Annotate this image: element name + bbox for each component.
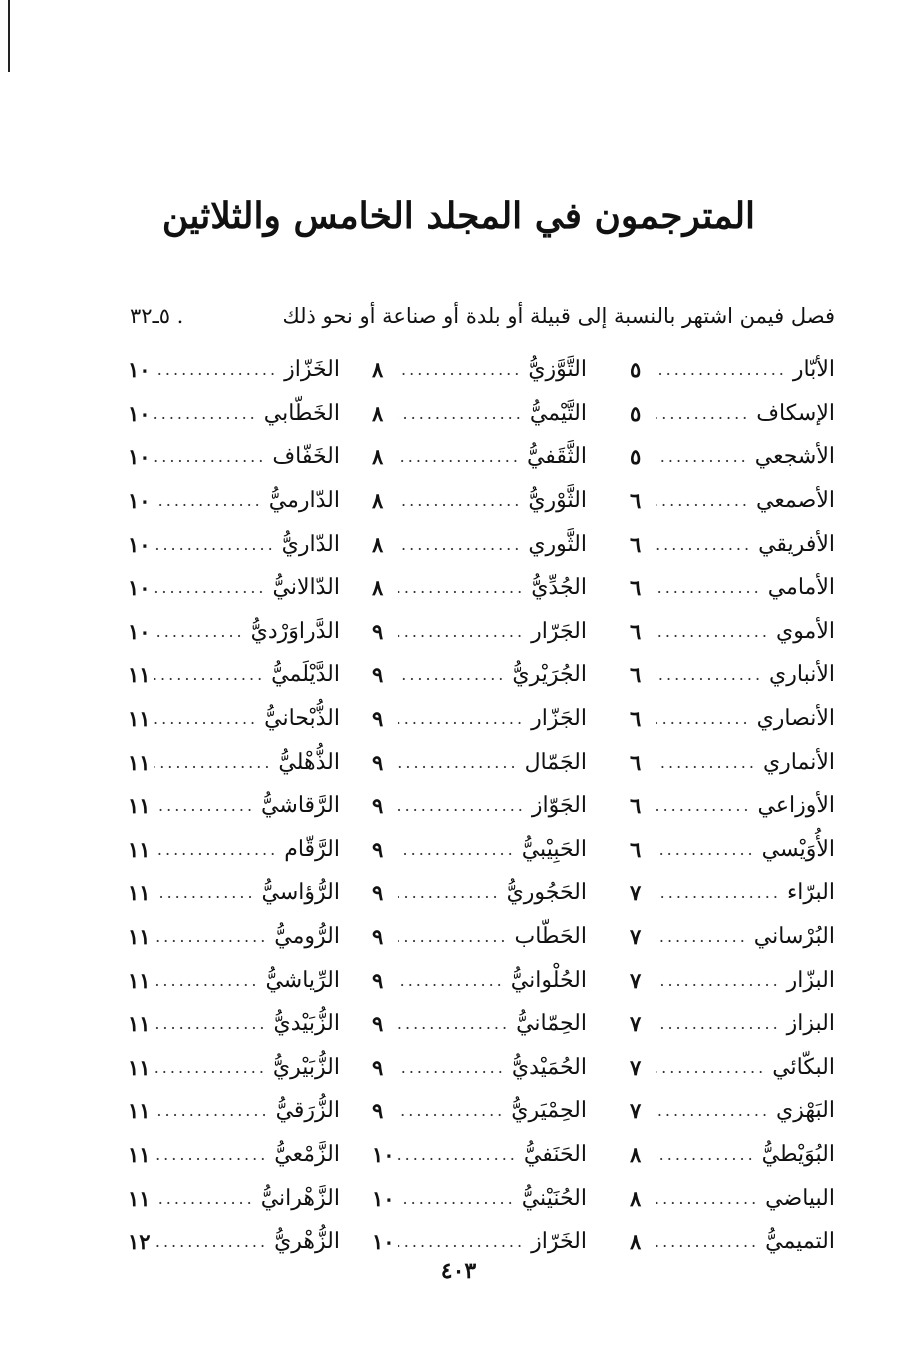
entry-name: الحُلْوانيُّ bbox=[510, 967, 587, 993]
entry-name: الثَّقَفيُّ bbox=[526, 444, 587, 470]
entry-name: الرُّؤاسيُّ bbox=[261, 880, 340, 906]
index-entry bbox=[372, 915, 587, 959]
dot-leader bbox=[656, 971, 787, 990]
entry-name: الدّارميُّ bbox=[268, 488, 340, 514]
entry-name: الزَّهْرانيُّ bbox=[260, 1185, 340, 1211]
entry-page-number: ٦ bbox=[630, 662, 642, 688]
entry-name: البَهْزي bbox=[776, 1098, 835, 1124]
index-entry bbox=[630, 784, 835, 828]
index-entry bbox=[128, 871, 340, 915]
entry-page-number: ٧ bbox=[630, 1011, 642, 1037]
index-entry bbox=[128, 435, 340, 479]
index-column-right bbox=[630, 348, 835, 1263]
dot-leader bbox=[656, 709, 757, 728]
entry-name: التَّوَّزيُّ bbox=[528, 357, 587, 383]
entry-page-number: ١٢ bbox=[128, 1229, 151, 1255]
dot-leader bbox=[398, 404, 530, 423]
dot-leader bbox=[656, 1232, 765, 1251]
dot-leader bbox=[154, 927, 274, 946]
entry-page-number: ١٠ bbox=[372, 1185, 395, 1211]
index-entry bbox=[630, 1046, 835, 1090]
index-entry bbox=[630, 348, 835, 392]
entry-page-number: ٦ bbox=[630, 749, 642, 775]
index-entry bbox=[372, 1046, 587, 1090]
dot-leader bbox=[656, 622, 776, 641]
index-entry bbox=[630, 653, 835, 697]
entry-name: الرَّقاشيُّ bbox=[261, 793, 340, 819]
page-number: ٤٠٣ bbox=[440, 1258, 477, 1284]
index-entry bbox=[372, 871, 587, 915]
index-entry bbox=[128, 610, 340, 654]
index-entry bbox=[128, 784, 340, 828]
index-entry bbox=[372, 348, 587, 392]
entry-page-number: ٦ bbox=[630, 618, 642, 644]
entry-page-number: ٩ bbox=[372, 793, 384, 819]
index-entry bbox=[128, 653, 340, 697]
index-entry bbox=[372, 479, 587, 523]
entry-name: الخَطّابي bbox=[263, 400, 340, 426]
dot-leader bbox=[398, 360, 528, 379]
dot-leader bbox=[398, 491, 528, 510]
entry-page-number: ١١ bbox=[128, 1054, 151, 1080]
dot-leader bbox=[656, 1014, 787, 1033]
entry-page-number: ٨ bbox=[372, 400, 384, 426]
entry-page-number: ٦ bbox=[630, 706, 642, 732]
dot-leader bbox=[398, 709, 531, 728]
entry-page-number: ٨ bbox=[630, 1185, 642, 1211]
entry-page-number: ٦ bbox=[630, 531, 642, 557]
entry-name: الثَّوري bbox=[528, 531, 587, 557]
entry-page-number: ٥ bbox=[630, 400, 642, 426]
entry-page-number: ١١ bbox=[128, 706, 151, 732]
entry-name: الزُّبَيْديُّ bbox=[273, 1011, 340, 1037]
index-entry bbox=[128, 1220, 340, 1264]
entry-name: الرَّقّام bbox=[284, 836, 340, 862]
dot-leader bbox=[656, 1189, 765, 1208]
index-entry bbox=[372, 392, 587, 436]
entry-name: الذُّبْحانيُّ bbox=[264, 706, 340, 732]
entry-name: الخَزّاز bbox=[284, 357, 340, 383]
entry-page-number: ٩ bbox=[372, 1098, 384, 1124]
index-entry bbox=[630, 697, 835, 741]
index-entry bbox=[630, 1133, 835, 1177]
dot-leader bbox=[398, 753, 525, 772]
entry-page-number: ١١ bbox=[128, 967, 151, 993]
section-heading bbox=[130, 304, 835, 328]
dot-leader bbox=[398, 1058, 512, 1077]
index-entry bbox=[630, 828, 835, 872]
entry-name: الحُمَيْديُّ bbox=[511, 1054, 587, 1080]
entry-name: الثَّوْريُّ bbox=[528, 488, 587, 514]
dot-leader bbox=[154, 535, 282, 554]
index-entry bbox=[128, 958, 340, 1002]
dot-leader bbox=[154, 1145, 274, 1164]
index-entry bbox=[372, 1176, 587, 1220]
index-entry bbox=[128, 1046, 340, 1090]
entry-name: الأنصاري bbox=[756, 706, 835, 732]
dot-leader bbox=[398, 927, 515, 946]
entry-name: الدَّراوَرْديُّ bbox=[250, 618, 340, 644]
entry-page-number: ١١ bbox=[128, 662, 151, 688]
entry-name: الجَمّال bbox=[524, 749, 587, 775]
entry-page-number: ١٠ bbox=[372, 1229, 395, 1255]
dot-leader bbox=[398, 578, 531, 597]
entry-name: الحِمّانيُّ bbox=[516, 1011, 587, 1037]
entry-name: البُرْساني bbox=[753, 924, 835, 950]
index-entry bbox=[128, 392, 340, 436]
entry-page-number: ١١ bbox=[128, 1098, 151, 1124]
entry-page-number: ٦ bbox=[630, 488, 642, 514]
entry-page-number: ٩ bbox=[372, 836, 384, 862]
entry-name: الإسكاف bbox=[756, 400, 835, 426]
entry-page-number: ٧ bbox=[630, 1054, 642, 1080]
dot-leader bbox=[656, 883, 787, 902]
entry-name: الأبّار bbox=[792, 357, 835, 383]
entry-page-number: ٨ bbox=[372, 444, 384, 470]
entry-name: الأنماري bbox=[762, 749, 835, 775]
index-column-left bbox=[128, 348, 340, 1263]
entry-name: الجُدِّيُّ bbox=[531, 575, 587, 601]
index-entry bbox=[372, 1220, 587, 1264]
index-entry bbox=[372, 958, 587, 1002]
dot-leader bbox=[656, 796, 758, 815]
dot-leader bbox=[656, 840, 762, 859]
entry-page-number: ١١ bbox=[128, 793, 151, 819]
dot-leader bbox=[398, 1101, 511, 1120]
page-title: المترجمون في المجلد الخامس والثلاثين bbox=[161, 195, 756, 237]
entry-page-number: ١١ bbox=[128, 880, 151, 906]
entry-name: الأوزاعي bbox=[757, 793, 835, 819]
entry-name: الجَوّاز bbox=[531, 793, 587, 819]
index-entry bbox=[630, 522, 835, 566]
entry-name: البكّائي bbox=[772, 1054, 835, 1080]
index-entry bbox=[372, 1089, 587, 1133]
index-entry bbox=[630, 1176, 835, 1220]
entry-page-number: ١٠ bbox=[128, 444, 151, 470]
dot-leader bbox=[154, 491, 269, 510]
entry-page-number: ٨ bbox=[630, 1141, 642, 1167]
entry-page-number: ٧ bbox=[630, 880, 642, 906]
index-entry bbox=[630, 1220, 835, 1264]
entry-page-number: ٧ bbox=[630, 967, 642, 993]
entry-name: الجَرّار bbox=[531, 618, 587, 644]
entry-name: التميميُّ bbox=[765, 1229, 835, 1255]
entry-name: الرِّياشيُّ bbox=[265, 967, 340, 993]
dot-leader bbox=[398, 883, 507, 902]
entry-page-number: ٨ bbox=[372, 531, 384, 557]
entry-page-number: ٩ bbox=[372, 924, 384, 950]
entry-name: الأشجعي bbox=[754, 444, 835, 470]
entry-page-number: ٦ bbox=[630, 575, 642, 601]
dot-leader bbox=[656, 535, 758, 554]
dot-leader bbox=[154, 1014, 274, 1033]
dot-leader bbox=[656, 1145, 762, 1164]
dot-leader bbox=[656, 665, 769, 684]
entry-page-number: ٨ bbox=[372, 488, 384, 514]
entry-page-number: ١٠ bbox=[372, 1141, 395, 1167]
dot-leader bbox=[154, 1232, 274, 1251]
entry-name: الزُّهْريُّ bbox=[274, 1229, 340, 1255]
index-entry bbox=[128, 1133, 340, 1177]
index-entry bbox=[630, 958, 835, 1002]
dot-leader bbox=[154, 1189, 261, 1208]
dot-leader bbox=[656, 927, 754, 946]
entry-page-number: ١٠ bbox=[128, 400, 151, 426]
entry-name: الأنباري bbox=[769, 662, 835, 688]
entry-page-number: ٩ bbox=[372, 880, 384, 906]
dot-leader bbox=[154, 709, 264, 728]
index-entry bbox=[630, 392, 835, 436]
entry-name: التَّيْميُّ bbox=[529, 400, 587, 426]
entry-page-number: ١٠ bbox=[128, 357, 151, 383]
entry-name: الدّاريُّ bbox=[281, 531, 340, 557]
index-entry bbox=[128, 522, 340, 566]
entry-page-number: ٩ bbox=[372, 662, 384, 688]
entry-name: الأُوَيْسي bbox=[761, 836, 835, 862]
page-edge-line bbox=[8, 0, 10, 72]
section-heading-text: فصل فيمن اشتهر بالنسبة إلى قبيلة أو بلدة أو صناعة أو نحو ذلك bbox=[282, 304, 835, 328]
dot-leader bbox=[398, 447, 527, 466]
dot-leader bbox=[398, 1189, 522, 1208]
index-entry bbox=[630, 740, 835, 784]
entry-page-number: ٥ bbox=[630, 444, 642, 470]
entry-name: الزَّمْعيُّ bbox=[274, 1141, 340, 1167]
dot-leader bbox=[656, 1058, 772, 1077]
dot-leader bbox=[154, 665, 271, 684]
dot-leader bbox=[154, 360, 284, 379]
section-page-range: . ٥ـ٣٢ bbox=[130, 304, 184, 328]
dot-leader bbox=[656, 491, 756, 510]
entry-page-number: ١٠ bbox=[128, 531, 151, 557]
index-entry bbox=[372, 566, 587, 610]
entry-page-number: ٨ bbox=[372, 357, 384, 383]
entry-page-number: ١١ bbox=[128, 1141, 151, 1167]
entry-page-number: ١١ bbox=[128, 836, 151, 862]
entry-name: الخَفّاف bbox=[272, 444, 340, 470]
index-entry bbox=[128, 566, 340, 610]
entry-page-number: ١١ bbox=[128, 1011, 151, 1037]
dot-leader bbox=[398, 796, 532, 815]
entry-name: الأصمعي bbox=[755, 488, 835, 514]
dot-leader bbox=[154, 883, 262, 902]
index-entry bbox=[630, 566, 835, 610]
index-entry bbox=[630, 479, 835, 523]
dot-leader bbox=[656, 753, 763, 772]
dot-leader bbox=[398, 535, 528, 554]
entry-page-number: ١١ bbox=[128, 1185, 151, 1211]
index-entry bbox=[128, 697, 340, 741]
dot-leader bbox=[154, 404, 264, 423]
entry-name: الدّالانيُّ bbox=[272, 575, 340, 601]
entry-name: الذُّهْليُّ bbox=[278, 749, 340, 775]
entry-name: الجُرَيْريُّ bbox=[512, 662, 587, 688]
entry-name: البرّاء bbox=[786, 880, 835, 906]
entry-name: الأموي bbox=[775, 618, 835, 644]
entry-page-number: ٦ bbox=[630, 836, 642, 862]
index-entry bbox=[630, 610, 835, 654]
entry-page-number: ١٠ bbox=[128, 575, 151, 601]
entry-name: الخَرّاز bbox=[531, 1229, 587, 1255]
entry-page-number: ٩ bbox=[372, 1011, 384, 1037]
dot-leader bbox=[398, 971, 511, 990]
index-entry bbox=[128, 1176, 340, 1220]
dot-leader bbox=[398, 1014, 516, 1033]
entry-name: الرُّوميُّ bbox=[274, 924, 340, 950]
entry-name: البُوَيْطيُّ bbox=[761, 1141, 835, 1167]
dot-leader bbox=[398, 622, 531, 641]
entry-page-number: ١١ bbox=[128, 749, 151, 775]
dot-leader bbox=[154, 447, 272, 466]
dot-leader bbox=[154, 796, 261, 815]
dot-leader bbox=[154, 840, 284, 859]
entry-name: الحُنَيْنيُّ bbox=[521, 1185, 587, 1211]
index-entry bbox=[128, 740, 340, 784]
entry-page-number: ٨ bbox=[372, 575, 384, 601]
entry-name: الدَّيْلَميُّ bbox=[271, 662, 340, 688]
index-entry bbox=[372, 740, 587, 784]
entry-name: الحَنَفيُّ bbox=[523, 1141, 587, 1167]
entry-name: البزاز bbox=[786, 1011, 835, 1037]
entry-name: البياضي bbox=[765, 1185, 835, 1211]
index-entry bbox=[372, 1133, 587, 1177]
entry-page-number: ١١ bbox=[128, 924, 151, 950]
index-entry bbox=[128, 479, 340, 523]
dot-leader bbox=[656, 578, 768, 597]
index-entry bbox=[630, 1002, 835, 1046]
dot-leader bbox=[154, 1101, 276, 1120]
entry-page-number: ٩ bbox=[372, 706, 384, 732]
dot-leader bbox=[154, 753, 278, 772]
entry-page-number: ٩ bbox=[372, 618, 384, 644]
index-entry bbox=[128, 915, 340, 959]
entry-page-number: ٦ bbox=[630, 793, 642, 819]
dot-leader bbox=[656, 360, 793, 379]
index-entry bbox=[630, 915, 835, 959]
index-entry bbox=[372, 828, 587, 872]
entry-name: الحَبِيْبيُّ bbox=[521, 836, 587, 862]
entry-name: الزُّبَيْريُّ bbox=[272, 1054, 340, 1080]
index-column-middle bbox=[372, 348, 587, 1263]
index-entry bbox=[128, 348, 340, 392]
index-entry bbox=[372, 653, 587, 697]
dot-leader bbox=[398, 1145, 524, 1164]
index-entry bbox=[372, 522, 587, 566]
dot-leader bbox=[154, 1058, 273, 1077]
entry-page-number: ٧ bbox=[630, 924, 642, 950]
dot-leader bbox=[154, 971, 265, 990]
index-entry bbox=[372, 610, 587, 654]
dot-leader bbox=[398, 665, 512, 684]
entry-name: البزّار bbox=[786, 967, 835, 993]
dot-leader bbox=[656, 1101, 776, 1120]
dot-leader bbox=[656, 447, 755, 466]
entry-page-number: ٧ bbox=[630, 1098, 642, 1124]
dot-leader bbox=[398, 840, 522, 859]
dot-leader bbox=[656, 404, 756, 423]
entry-page-number: ٥ bbox=[630, 357, 642, 383]
entry-page-number: ١٠ bbox=[128, 488, 151, 514]
index-entry bbox=[128, 828, 340, 872]
entry-page-number: ٨ bbox=[630, 1229, 642, 1255]
entry-name: الحِمْيَريُّ bbox=[511, 1098, 587, 1124]
index-entry bbox=[372, 1002, 587, 1046]
index-entry bbox=[630, 871, 835, 915]
entry-page-number: ٩ bbox=[372, 967, 384, 993]
index-entry bbox=[372, 784, 587, 828]
dot-leader bbox=[398, 1232, 531, 1251]
entry-page-number: ٩ bbox=[372, 1054, 384, 1080]
entry-page-number: ١٠ bbox=[128, 618, 151, 644]
index-entry bbox=[372, 435, 587, 479]
entry-page-number: ٩ bbox=[372, 749, 384, 775]
index-entry bbox=[128, 1002, 340, 1046]
entry-name: الأفريقي bbox=[758, 531, 835, 557]
entry-name: الحَجُوريُّ bbox=[506, 880, 587, 906]
index-entry bbox=[372, 697, 587, 741]
entry-name: الحَطّاب bbox=[514, 924, 587, 950]
entry-name: الأمامي bbox=[767, 575, 835, 601]
index-entry bbox=[630, 435, 835, 479]
index-entry bbox=[128, 1089, 340, 1133]
entry-name: الجَزّار bbox=[531, 706, 587, 732]
index-entry bbox=[630, 1089, 835, 1133]
dot-leader bbox=[154, 578, 273, 597]
dot-leader bbox=[154, 622, 251, 641]
entry-name: الزُّرَقيُّ bbox=[275, 1098, 340, 1124]
